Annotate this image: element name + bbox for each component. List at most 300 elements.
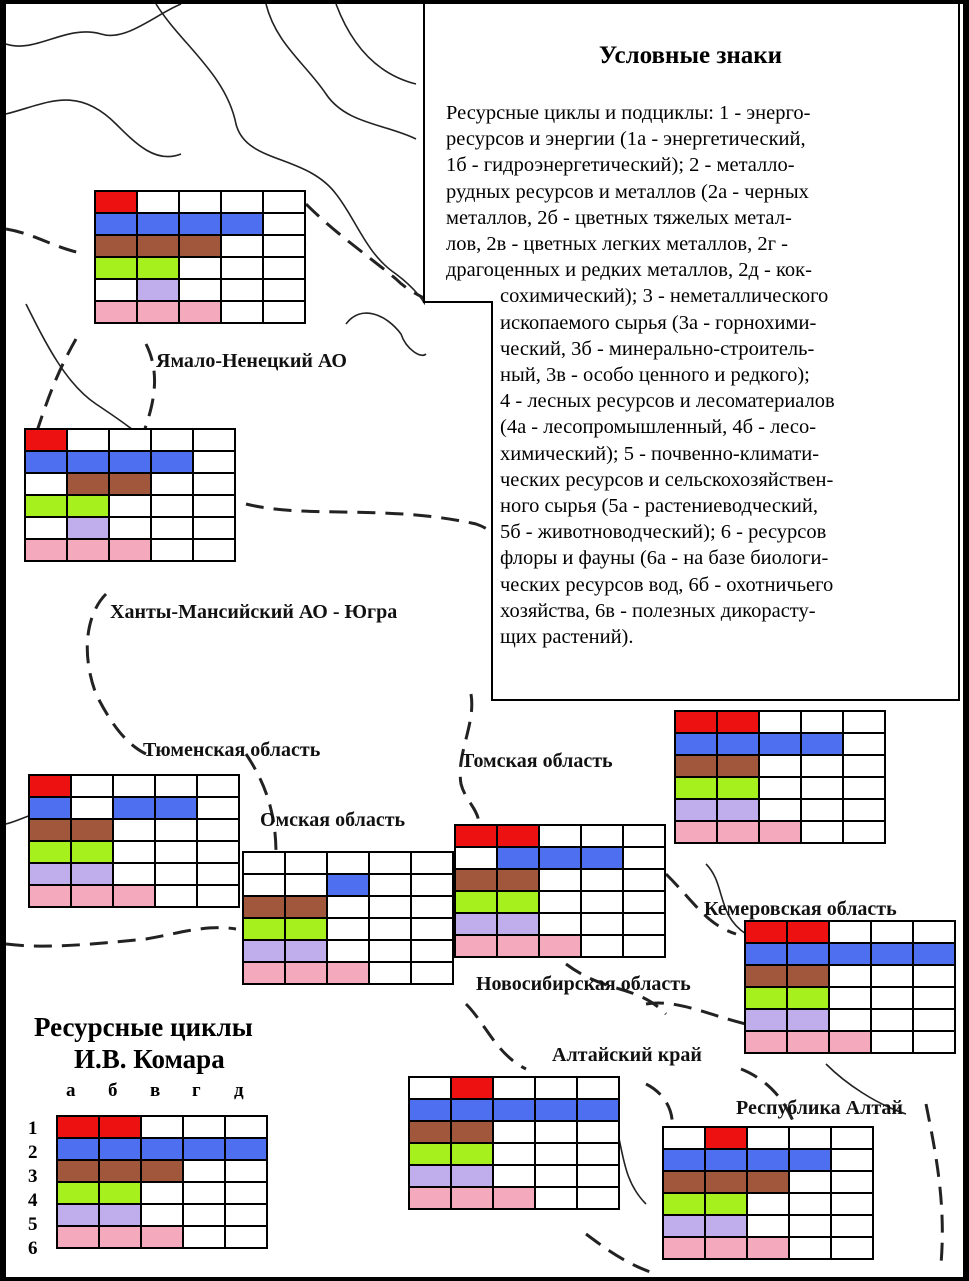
resource-cell-filled xyxy=(748,1150,788,1170)
resource-cell-filled xyxy=(578,1100,618,1120)
region-label-novosibirsk: Новосибирская область xyxy=(476,973,691,995)
resource-cell-empty xyxy=(198,798,238,818)
resource-cell-empty xyxy=(582,892,622,912)
resource-cell-empty xyxy=(328,897,368,917)
resource-cell-empty xyxy=(872,1010,912,1030)
resource-cell-empty xyxy=(844,712,884,732)
resource-cell-empty xyxy=(264,192,304,212)
resource-cell-filled xyxy=(676,712,716,732)
resource-cell-empty xyxy=(582,826,622,846)
resource-cell-empty xyxy=(830,922,870,942)
resource-cell-filled xyxy=(26,540,66,560)
resource-cell-filled xyxy=(138,214,178,234)
resource-cell-empty xyxy=(536,1144,576,1164)
resource-cell-empty xyxy=(540,892,580,912)
resource-cell-filled xyxy=(748,1172,788,1192)
resource-grid-omsk xyxy=(242,851,454,985)
resource-cell-empty xyxy=(790,1128,830,1148)
resource-cell-filled xyxy=(452,1078,492,1098)
resource-cell-empty xyxy=(872,1032,912,1052)
resource-cell-filled xyxy=(664,1238,704,1258)
resource-cell-filled xyxy=(746,922,786,942)
resource-cell-empty xyxy=(624,892,664,912)
resource-cell-empty xyxy=(114,842,154,862)
resource-cell-filled xyxy=(664,1194,704,1214)
resource-cell-filled xyxy=(96,214,136,234)
resource-cell-empty xyxy=(68,430,108,450)
resource-cell-filled xyxy=(676,734,716,754)
resource-cell-empty xyxy=(194,474,234,494)
resource-cell-filled xyxy=(58,1183,98,1203)
resource-cell-filled xyxy=(244,963,284,983)
resource-cell-filled xyxy=(26,452,66,472)
resource-cell-empty xyxy=(412,875,452,895)
resource-cell-empty xyxy=(72,776,112,796)
resource-cell-empty xyxy=(830,966,870,986)
resource-cell-filled xyxy=(456,870,496,890)
region-label-omsk: Омская область xyxy=(260,809,406,831)
resource-cell-empty xyxy=(872,988,912,1008)
resource-cell-filled xyxy=(452,1100,492,1120)
region-label-tomsk: Томская область xyxy=(461,750,613,772)
resource-cell-empty xyxy=(222,236,262,256)
resource-cell-filled xyxy=(410,1166,450,1186)
resource-cell-empty xyxy=(412,919,452,939)
resource-cell-empty xyxy=(578,1122,618,1142)
resource-cell-filled xyxy=(676,756,716,776)
resource-cell-filled xyxy=(718,756,758,776)
resource-cell-empty xyxy=(790,1194,830,1214)
resource-cell-filled xyxy=(110,540,150,560)
resource-cell-empty xyxy=(26,518,66,538)
resource-cell-empty xyxy=(802,800,842,820)
resource-cell-filled xyxy=(410,1144,450,1164)
resource-cell-filled xyxy=(156,798,196,818)
resource-cell-empty xyxy=(96,280,136,300)
resource-cell-empty xyxy=(872,966,912,986)
resource-cell-filled xyxy=(26,496,66,516)
resource-cell-filled xyxy=(788,966,828,986)
resource-cell-empty xyxy=(194,430,234,450)
resource-cell-filled xyxy=(30,864,70,884)
resource-cell-filled xyxy=(790,1150,830,1170)
resource-grid-novosibirsk xyxy=(454,824,666,958)
resource-cell-empty xyxy=(830,988,870,1008)
key-title-line1: Ресурсные циклы xyxy=(34,1012,253,1042)
resource-cell-empty xyxy=(110,430,150,450)
resource-cell-filled xyxy=(540,848,580,868)
resource-cell-empty xyxy=(110,496,150,516)
resource-cell-empty xyxy=(914,1010,954,1030)
resource-cell-empty xyxy=(142,1205,182,1225)
resource-cell-empty xyxy=(286,875,326,895)
resource-cell-filled xyxy=(456,914,496,934)
resource-cell-empty xyxy=(328,853,368,873)
legend-line: ный, 3в - особо ценного и редкого); xyxy=(500,364,810,386)
resource-cell-empty xyxy=(760,756,800,776)
legend-title: Условные знаки xyxy=(598,42,783,69)
resource-cell-filled xyxy=(452,1166,492,1186)
resource-cell-empty xyxy=(624,914,664,934)
resource-cell-empty xyxy=(582,870,622,890)
resource-cell-filled xyxy=(100,1117,140,1137)
region-label-kemerovo: Кемеровская область xyxy=(704,898,897,920)
resource-cell-filled xyxy=(96,302,136,322)
resource-cell-empty xyxy=(156,820,196,840)
resource-cell-empty xyxy=(578,1144,618,1164)
resource-cell-empty xyxy=(844,778,884,798)
resource-cell-filled xyxy=(100,1161,140,1181)
resource-cell-empty xyxy=(114,776,154,796)
resource-cell-filled xyxy=(494,1188,534,1208)
resource-cell-empty xyxy=(370,853,410,873)
key-column-label: в xyxy=(150,1080,161,1101)
resource-cell-empty xyxy=(198,864,238,884)
resource-cell-filled xyxy=(498,848,538,868)
resource-cell-filled xyxy=(68,518,108,538)
resource-cell-filled xyxy=(244,919,284,939)
resource-cell-empty xyxy=(830,1010,870,1030)
resource-cell-filled xyxy=(100,1139,140,1159)
resource-cell-empty xyxy=(832,1216,872,1236)
resource-cell-filled xyxy=(286,963,326,983)
resource-cell-empty xyxy=(156,886,196,906)
resource-cell-filled xyxy=(746,966,786,986)
resource-cell-empty xyxy=(264,302,304,322)
resource-cell-empty xyxy=(110,518,150,538)
resource-cell-filled xyxy=(676,800,716,820)
resource-cell-empty xyxy=(832,1128,872,1148)
resource-cell-filled xyxy=(788,1010,828,1030)
resource-cell-empty xyxy=(844,756,884,776)
resource-cell-filled xyxy=(30,886,70,906)
resource-cell-filled xyxy=(706,1172,746,1192)
resource-cell-empty xyxy=(152,474,192,494)
resource-cell-filled xyxy=(746,944,786,964)
resource-cell-filled xyxy=(328,963,368,983)
resource-cell-empty xyxy=(184,1227,224,1247)
resource-cell-filled xyxy=(26,430,66,450)
resource-cell-filled xyxy=(456,892,496,912)
legend-line: хозяйства, 6в - полезных дикорасту- xyxy=(500,599,816,622)
resource-cell-filled xyxy=(706,1128,746,1148)
resource-cell-empty xyxy=(832,1238,872,1258)
resource-cell-empty xyxy=(536,1078,576,1098)
resource-cell-empty xyxy=(410,1078,450,1098)
resource-cell-empty xyxy=(180,192,220,212)
resource-cell-empty xyxy=(222,192,262,212)
resource-cell-filled xyxy=(152,452,192,472)
resource-cell-empty xyxy=(540,826,580,846)
resource-cell-empty xyxy=(536,1166,576,1186)
resource-cell-filled xyxy=(706,1150,746,1170)
resource-cell-filled xyxy=(410,1188,450,1208)
resource-cell-empty xyxy=(184,1117,224,1137)
resource-cell-filled xyxy=(706,1194,746,1214)
resource-cell-filled xyxy=(110,452,150,472)
resource-cell-filled xyxy=(452,1122,492,1142)
resource-cell-filled xyxy=(30,776,70,796)
resource-cell-empty xyxy=(832,1172,872,1192)
resource-cell-empty xyxy=(198,820,238,840)
resource-cell-filled xyxy=(456,936,496,956)
resource-cell-empty xyxy=(264,280,304,300)
legend-line: (4а - лесопромышленный, 4б - лесо- xyxy=(500,416,817,439)
resource-cell-empty xyxy=(114,820,154,840)
resource-cell-empty xyxy=(624,826,664,846)
resource-cell-empty xyxy=(914,988,954,1008)
resource-cell-filled xyxy=(494,1100,534,1120)
resource-cell-empty xyxy=(156,864,196,884)
resource-cell-empty xyxy=(760,712,800,732)
resource-cell-empty xyxy=(370,963,410,983)
resource-cell-empty xyxy=(152,518,192,538)
resource-cell-empty xyxy=(844,800,884,820)
legend-line: рудных ресурсов и металлов (2а - черных xyxy=(446,180,809,203)
resource-cell-filled xyxy=(142,1227,182,1247)
resource-cell-filled xyxy=(664,1150,704,1170)
legend-line: флоры и фауны (6а - на базе биологи- xyxy=(500,547,829,570)
resource-cell-filled xyxy=(226,1139,266,1159)
resource-grid-altai-krai xyxy=(408,1076,620,1210)
resource-cell-empty xyxy=(832,1150,872,1170)
resource-cell-filled xyxy=(68,452,108,472)
key-row-label: 4 xyxy=(28,1190,38,1211)
resource-cell-empty xyxy=(540,870,580,890)
resource-cell-empty xyxy=(72,798,112,818)
region-label-altai-republic: Республика Алтай xyxy=(736,1097,903,1119)
resource-cell-empty xyxy=(198,842,238,862)
resource-cell-empty xyxy=(328,919,368,939)
resource-cell-empty xyxy=(194,496,234,516)
resource-cell-filled xyxy=(68,540,108,560)
resource-cell-filled xyxy=(30,820,70,840)
resource-cell-empty xyxy=(844,734,884,754)
resource-cell-filled xyxy=(676,822,716,842)
resource-cell-empty xyxy=(370,941,410,961)
resource-cell-filled xyxy=(914,944,954,964)
resource-cell-empty xyxy=(222,302,262,322)
resource-cell-filled xyxy=(142,1139,182,1159)
resource-cell-empty xyxy=(226,1205,266,1225)
resource-cell-empty xyxy=(802,822,842,842)
resource-cell-filled xyxy=(676,778,716,798)
resource-cell-empty xyxy=(802,778,842,798)
resource-cell-filled xyxy=(100,1227,140,1247)
key-row-label: 5 xyxy=(28,1214,38,1235)
legend-line: щих растений). xyxy=(500,626,634,648)
resource-cell-filled xyxy=(138,280,178,300)
resource-cell-empty xyxy=(286,853,326,873)
resource-cell-filled xyxy=(746,1032,786,1052)
key-row-label: 1 xyxy=(28,1118,38,1139)
resource-cell-empty xyxy=(802,712,842,732)
resource-cell-filled xyxy=(58,1205,98,1225)
key-column-label: а xyxy=(66,1080,76,1101)
key-grid xyxy=(56,1115,268,1249)
resource-cell-filled xyxy=(58,1227,98,1247)
resource-cell-filled xyxy=(180,302,220,322)
resource-cell-empty xyxy=(494,1144,534,1164)
resource-cell-filled xyxy=(30,842,70,862)
resource-cell-empty xyxy=(226,1227,266,1247)
resource-grid-khanty-mansi xyxy=(24,428,236,562)
resource-grid-tyumen xyxy=(28,774,240,908)
resource-cell-empty xyxy=(184,1161,224,1181)
resource-cell-empty xyxy=(578,1078,618,1098)
resource-cell-empty xyxy=(142,1183,182,1203)
legend-line: металлов, 2б - цветных тяжелых метал- xyxy=(446,206,792,229)
resource-cell-empty xyxy=(748,1194,788,1214)
resource-cell-empty xyxy=(26,474,66,494)
resource-cell-empty xyxy=(412,963,452,983)
resource-cell-filled xyxy=(244,897,284,917)
resource-cell-empty xyxy=(138,192,178,212)
resource-cell-filled xyxy=(452,1144,492,1164)
resource-cell-empty xyxy=(222,258,262,278)
resource-cell-filled xyxy=(138,302,178,322)
resource-cell-filled xyxy=(244,941,284,961)
resource-cell-filled xyxy=(110,474,150,494)
resource-cell-filled xyxy=(180,214,220,234)
resource-cell-empty xyxy=(184,1183,224,1203)
key-column-label: г xyxy=(192,1080,201,1101)
resource-cell-filled xyxy=(184,1139,224,1159)
resource-cell-empty xyxy=(264,236,304,256)
legend-line: ресурсов и энергии (1а - энергетический, xyxy=(446,128,806,151)
key-row-label: 6 xyxy=(28,1238,38,1259)
resource-cell-filled xyxy=(760,734,800,754)
resource-cell-filled xyxy=(138,236,178,256)
resource-cell-filled xyxy=(664,1216,704,1236)
resource-cell-empty xyxy=(664,1128,704,1148)
resource-cell-filled xyxy=(180,236,220,256)
map-page xyxy=(6,4,963,1277)
resource-cell-filled xyxy=(498,914,538,934)
resource-cell-filled xyxy=(96,192,136,212)
resource-cell-empty xyxy=(832,1194,872,1214)
resource-cell-empty xyxy=(156,776,196,796)
resource-cell-empty xyxy=(582,936,622,956)
legend-line: 4 - лесных ресурсов и лесоматериалов xyxy=(500,390,835,413)
resource-cell-filled xyxy=(788,988,828,1008)
resource-cell-empty xyxy=(624,848,664,868)
resource-cell-filled xyxy=(718,800,758,820)
resource-cell-empty xyxy=(748,1128,788,1148)
resource-cell-filled xyxy=(222,214,262,234)
resource-cell-filled xyxy=(748,1238,788,1258)
resource-cell-filled xyxy=(410,1122,450,1142)
resource-cell-filled xyxy=(456,826,496,846)
resource-cell-filled xyxy=(498,892,538,912)
resource-cell-filled xyxy=(100,1183,140,1203)
resource-cell-empty xyxy=(844,822,884,842)
legend-line: сохимический); 3 - неметаллического xyxy=(500,285,829,308)
resource-cell-empty xyxy=(914,1032,954,1052)
resource-cell-empty xyxy=(264,258,304,278)
region-label-khanty-mansi: Ханты-Мансийский АО - Югра xyxy=(110,601,398,623)
resource-cell-filled xyxy=(706,1238,746,1258)
resource-cell-filled xyxy=(58,1139,98,1159)
resource-cell-empty xyxy=(370,897,410,917)
resource-cell-filled xyxy=(30,798,70,818)
resource-cell-filled xyxy=(72,820,112,840)
resource-cell-empty xyxy=(328,941,368,961)
resource-cell-filled xyxy=(536,1100,576,1120)
resource-cell-empty xyxy=(370,919,410,939)
key-row-label: 2 xyxy=(28,1142,38,1163)
resource-cell-empty xyxy=(802,756,842,776)
resource-cell-filled xyxy=(664,1172,704,1192)
resource-cell-empty xyxy=(456,848,496,868)
resource-cell-empty xyxy=(194,518,234,538)
resource-cell-filled xyxy=(830,944,870,964)
resource-cell-empty xyxy=(198,886,238,906)
resource-grid-kemerovo xyxy=(744,920,956,1054)
resource-cell-filled xyxy=(802,734,842,754)
resource-cell-filled xyxy=(498,826,538,846)
resource-cell-filled xyxy=(328,875,368,895)
legend-line: ческих ресурсов и сельскохозяйствен- xyxy=(500,468,834,491)
resource-grid-tomsk xyxy=(674,710,886,844)
resource-cell-filled xyxy=(788,944,828,964)
resource-cell-empty xyxy=(790,1172,830,1192)
resource-cell-empty xyxy=(226,1161,266,1181)
key-title-line2: И.В. Комара xyxy=(74,1044,225,1074)
resource-cell-filled xyxy=(286,919,326,939)
resource-cell-empty xyxy=(194,540,234,560)
resource-cell-empty xyxy=(536,1122,576,1142)
resource-cell-filled xyxy=(830,1032,870,1052)
legend-line: ческих ресурсов вод, 6б - охотничьего xyxy=(500,573,834,596)
resource-cell-filled xyxy=(286,941,326,961)
resource-cell-filled xyxy=(746,1010,786,1030)
resource-cell-filled xyxy=(96,258,136,278)
resource-cell-filled xyxy=(286,897,326,917)
resource-cell-empty xyxy=(624,936,664,956)
region-label-altai-krai: Алтайский край xyxy=(552,1044,702,1066)
resource-cell-empty xyxy=(624,870,664,890)
resource-cell-filled xyxy=(452,1188,492,1208)
resource-cell-filled xyxy=(58,1117,98,1137)
region-label-yamalo-nenets: Ямало-Ненецкий АО xyxy=(156,350,347,372)
resource-cell-filled xyxy=(72,842,112,862)
legend-line: ископаемого сырья (3а - горнохими- xyxy=(500,311,817,334)
resource-cell-filled xyxy=(706,1216,746,1236)
legend-line: 5б - животноводческий); 6 - ресурсов xyxy=(500,521,827,544)
region-label-tyumen: Тюменская область xyxy=(143,739,321,761)
resource-cell-empty xyxy=(226,1183,266,1203)
resource-cell-empty xyxy=(494,1122,534,1142)
resource-cell-empty xyxy=(412,853,452,873)
resource-cell-empty xyxy=(914,922,954,942)
resource-cell-empty xyxy=(790,1238,830,1258)
resource-cell-empty xyxy=(180,280,220,300)
resource-cell-empty xyxy=(194,452,234,472)
resource-cell-empty xyxy=(244,875,284,895)
resource-cell-filled xyxy=(540,936,580,956)
resource-cell-filled xyxy=(788,922,828,942)
resource-cell-filled xyxy=(498,936,538,956)
resource-cell-empty xyxy=(582,914,622,934)
resource-cell-filled xyxy=(718,778,758,798)
resource-cell-empty xyxy=(494,1166,534,1186)
resource-cell-filled xyxy=(68,474,108,494)
legend-line: ного сырья (5а - растениеводческий, xyxy=(500,495,818,517)
resource-cell-empty xyxy=(152,430,192,450)
resource-cell-filled xyxy=(138,258,178,278)
resource-cell-empty xyxy=(578,1166,618,1186)
